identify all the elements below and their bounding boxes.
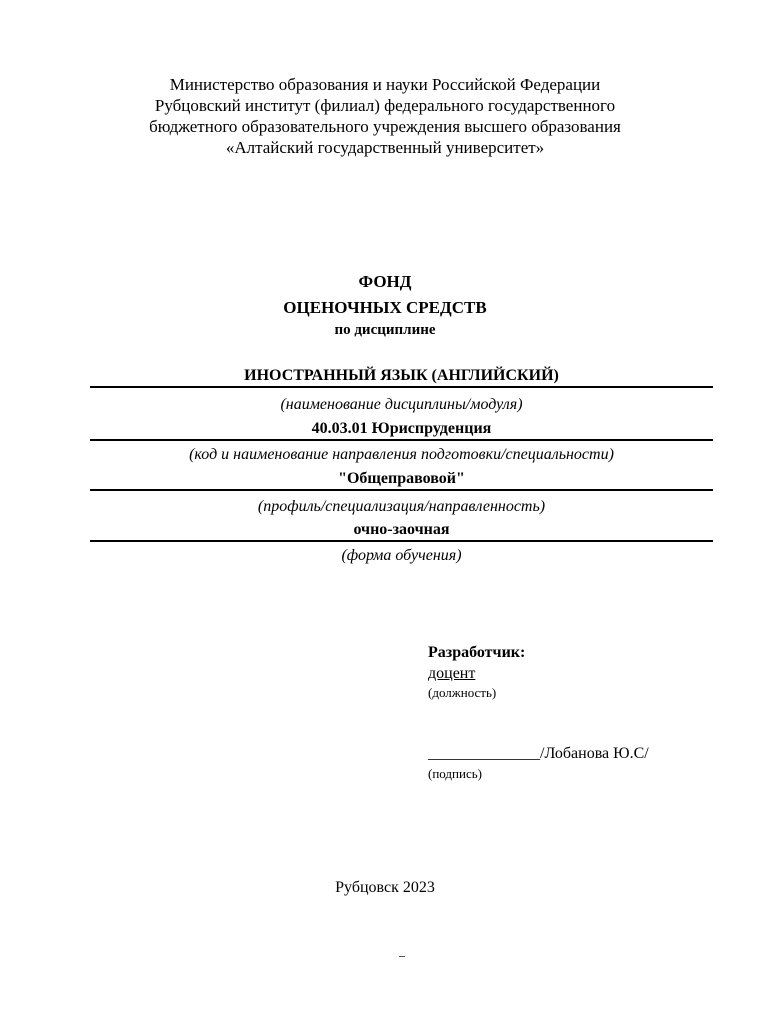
study-form: очно-заочная — [90, 521, 713, 542]
developer-label: Разработчик: — [428, 644, 526, 661]
profile-name: "Общеправовой" — [90, 470, 713, 491]
study-form-caption: (форма обучения) — [341, 547, 462, 564]
discipline-name: ИНОСТРАННЫЙ ЯЗЫК (АНГЛИЙСКИЙ) — [90, 367, 713, 388]
city-year: Рубцовск 2023 — [335, 879, 435, 896]
developer-position: доцент — [428, 665, 476, 682]
page-mark — [399, 956, 405, 957]
profile-caption: (профиль/специализация/направленность) — [257, 498, 546, 515]
header-line-institute: Рубцовский институт (филиал) федерального государственного — [154, 96, 616, 115]
developer-signature-line: ______________/Лобанова Ю.С/ — [428, 745, 649, 762]
title-assessment-tools: ОЦЕНОЧНЫХ СРЕДСТВ — [283, 298, 487, 317]
title-fund: ФОНД — [358, 272, 412, 291]
institution-header — [0, 74, 770, 158]
title-by-discipline: по дисциплине — [334, 322, 436, 338]
direction-name: 40.03.01 Юриспруденция — [90, 420, 713, 441]
discipline-caption: (наименование дисциплины/модуля) — [280, 396, 523, 413]
direction-caption: (код и наименование направления подготовки/специальности) — [189, 446, 614, 463]
header-line-ministry: Министерство образования и науки Российской Федерации — [169, 75, 601, 94]
header-line-university: «Алтайский государственный университет» — [225, 138, 545, 157]
header-line-institution-type: бюджетного образовательного учреждения высшего образования — [149, 117, 621, 136]
developer-position-caption: (должность) — [428, 685, 497, 700]
developer-signature-caption: (подпись) — [428, 766, 482, 781]
